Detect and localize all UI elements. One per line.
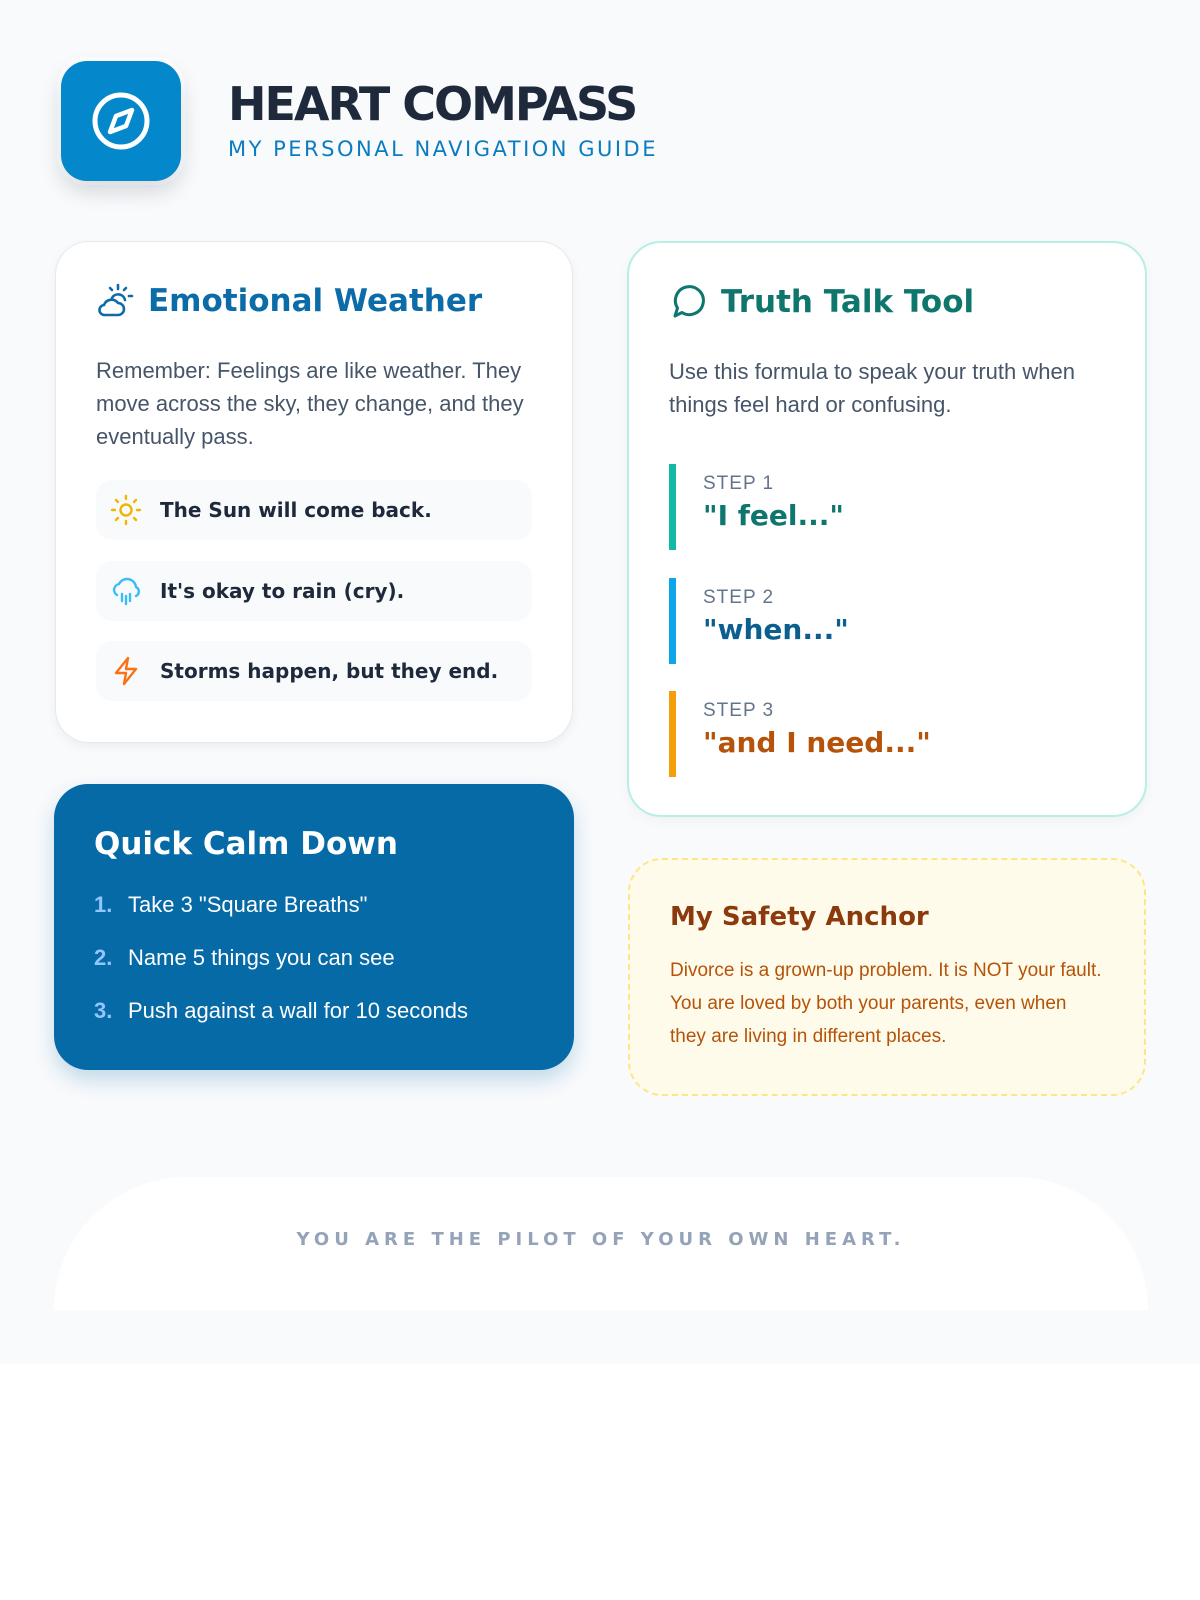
truth-talk-intro: Use this formula to speak your truth when things feel hard or confusing. — [669, 359, 1075, 417]
weather-item-label: The Sun will come back. — [160, 498, 432, 522]
calm-step — [94, 945, 554, 971]
calm-step-text: Push against a wall for 10 seconds — [128, 998, 468, 1023]
calm-step — [94, 892, 554, 918]
weather-item-label: It's okay to rain (cry). — [160, 579, 405, 603]
speech-bubble-icon — [669, 283, 707, 321]
calm-step-text: Take 3 "Square Breaths" — [128, 892, 368, 917]
calm-step — [94, 998, 554, 1024]
truth-step-1 — [669, 464, 1089, 550]
app-logo — [61, 61, 181, 181]
sun-cloud-icon — [96, 282, 134, 320]
step-number: STEP 1 — [703, 473, 775, 494]
quick-calm-card — [54, 784, 574, 1070]
compass-icon — [89, 89, 153, 153]
footer — [54, 1177, 1148, 1310]
truth-talk-card — [627, 241, 1147, 817]
step-number: STEP 3 — [703, 700, 775, 721]
footer-motto: YOU ARE THE PILOT OF YOUR OWN HEART. — [296, 1229, 906, 1250]
truth-step-2 — [669, 578, 1089, 664]
emotional-weather-heading — [96, 282, 482, 320]
calm-step-number: 1. — [94, 892, 113, 917]
lightning-icon — [110, 655, 142, 687]
rain-cloud-icon — [110, 575, 142, 607]
emotional-weather-title: Emotional Weather — [148, 283, 483, 319]
step-phrase: "and I need..." — [703, 726, 931, 759]
step-number: STEP 2 — [703, 587, 775, 608]
safety-anchor-card — [628, 858, 1146, 1096]
weather-item-rain — [96, 561, 532, 621]
truth-talk-heading — [669, 283, 974, 321]
step-phrase: "I feel..." — [703, 499, 845, 532]
emotional-weather-intro: Remember: Feelings are like weather. They move across the sky, they change, and they eventually pass. — [96, 358, 524, 449]
safety-anchor-text: Divorce is a grown-up problem. It is NOT your fault. You are loved by both your parents, even when they are living in different places. — [670, 960, 1102, 1047]
weather-item-sun — [96, 480, 532, 540]
sun-icon — [110, 494, 142, 526]
weather-item-storm — [96, 641, 532, 701]
app-title: HEART COMPASS — [228, 77, 637, 131]
truth-talk-title: Truth Talk Tool — [721, 284, 975, 320]
calm-step-number: 2. — [94, 945, 113, 970]
truth-step-3 — [669, 691, 1089, 777]
app-subtitle: MY PERSONAL NAVIGATION GUIDE — [228, 137, 658, 161]
emotional-weather-card — [55, 241, 573, 743]
quick-calm-title: Quick Calm Down — [94, 826, 398, 862]
calm-step-number: 3. — [94, 998, 113, 1023]
weather-item-label: Storms happen, but they end. — [160, 659, 499, 683]
calm-step-text: Name 5 things you can see — [128, 945, 395, 970]
safety-anchor-title: My Safety Anchor — [670, 902, 929, 932]
step-phrase: "when..." — [703, 613, 849, 646]
